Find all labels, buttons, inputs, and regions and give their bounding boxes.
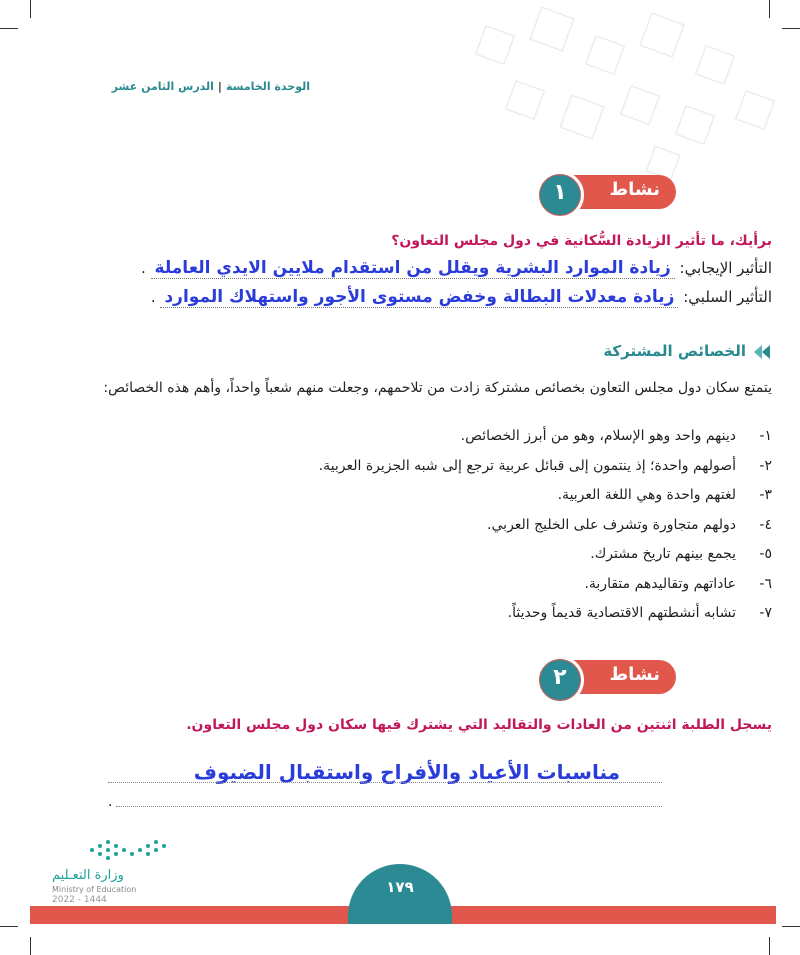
activity-number-circle (536, 171, 584, 219)
item-text: تشابه أنشطتهم الاقتصادية قديماً وحديثاً. (507, 605, 736, 621)
item-number: ٥- (759, 546, 772, 562)
activity-2-badge (536, 656, 676, 698)
logo-mark-icon (90, 838, 170, 862)
item-text: أصولهم واحدة؛ إذ ينتمون إلى قبائل عربية ترجع إلى شبه الجزيرة العربية. (318, 457, 736, 474)
positive-effect-answer: زيادة الموارد البشرية ويقلل من استقدام ملايين الايدي العاملة (151, 258, 675, 279)
edition-year: 2022 - 1444 (52, 895, 107, 905)
item-number: ٦- (759, 575, 772, 592)
page-header (112, 80, 310, 93)
item-number: ٢- (759, 457, 772, 474)
activity-2-question: يسجل الطلبة اثنتين من العادات والتقاليد التي يشترك فيها سكان دول مجلس التعاون. (186, 717, 772, 733)
end-dot: . (150, 288, 156, 306)
positive-effect-label: التأثير الإيجابي: (679, 259, 772, 277)
activity-1-question: برأيك، ما تأثير الزيادة السُّكانية في دول مجلس التعاون؟ (391, 233, 772, 249)
activity-word: نشاط (609, 664, 660, 685)
crop-mark (0, 926, 18, 927)
item-number: ٣- (759, 487, 772, 503)
activity-2-answer: مناسبات الأعياد والأفراح واستقبال الضيوف (193, 760, 620, 784)
answer-line (108, 782, 662, 783)
item-number: ١- (759, 428, 772, 444)
unit-label: الوحدة الخامسة (225, 80, 310, 93)
decorative-pattern (440, 0, 800, 190)
negative-effect-answer: زيادة معدلات البطالة وخفض مستوى الأجور واستهلاك الموارد (160, 287, 678, 308)
features-list (72, 428, 772, 635)
list-item (72, 458, 772, 488)
negative-effect-label: التأثير السلبي: (683, 288, 772, 306)
page-number: ١٧٩ (386, 878, 414, 896)
activity-word: نشاط (609, 179, 660, 200)
header-separator: | (217, 80, 222, 93)
item-text: دينهم واحد وهو الإسلام، وهو من أبرز الخصائص. (460, 428, 736, 444)
negative-effect-row (151, 287, 772, 307)
end-dot: . (140, 259, 146, 277)
crop-mark (30, 937, 31, 955)
page-number-tab (348, 864, 452, 924)
crop-mark (769, 937, 770, 955)
crop-mark (30, 0, 31, 18)
activity-number: ٢ (553, 665, 567, 690)
ministry-name-en: Ministry of Education (52, 885, 137, 894)
end-dot: . (108, 794, 113, 810)
lesson-label: الدرس الثامن عشر (111, 80, 214, 93)
activity-1-badge (536, 171, 676, 213)
list-item (72, 487, 772, 517)
ministry-logo (52, 838, 182, 908)
activity-number: ١ (553, 180, 567, 205)
list-item (72, 605, 772, 635)
activity-number-circle (536, 656, 584, 704)
item-text: عاداتهم وتقاليدهم متقاربة. (584, 575, 736, 592)
item-text: يجمع بينهم تاريخ مشترك. (590, 546, 736, 562)
positive-effect-row (141, 258, 772, 278)
list-item (72, 546, 772, 576)
list-item (72, 576, 772, 606)
item-number: ٤- (759, 516, 772, 533)
section-paragraph: يتمتع سكان دول مجلس التعاون بخصائص مشتركة زادت من تلاحمهم، وجعلت منهم شعباً واحداً، وأهم هذه الخصائص: (103, 380, 772, 396)
list-item (72, 517, 772, 547)
item-text: لغتهم واحدة وهي اللغة العربية. (557, 487, 736, 503)
answer-line (116, 806, 662, 807)
item-text: دولهم متجاورة وتشرف على الخليج العربي. (487, 516, 736, 533)
ministry-name-ar: وزارة التعـليم (52, 868, 124, 883)
double-chevron-icon (752, 345, 770, 359)
crop-mark (0, 28, 18, 29)
item-number: ٧- (759, 605, 772, 621)
list-item (72, 428, 772, 458)
section-title (603, 342, 770, 360)
crop-mark (782, 926, 800, 927)
section-title-text: الخصائص المشتركة (603, 342, 746, 360)
